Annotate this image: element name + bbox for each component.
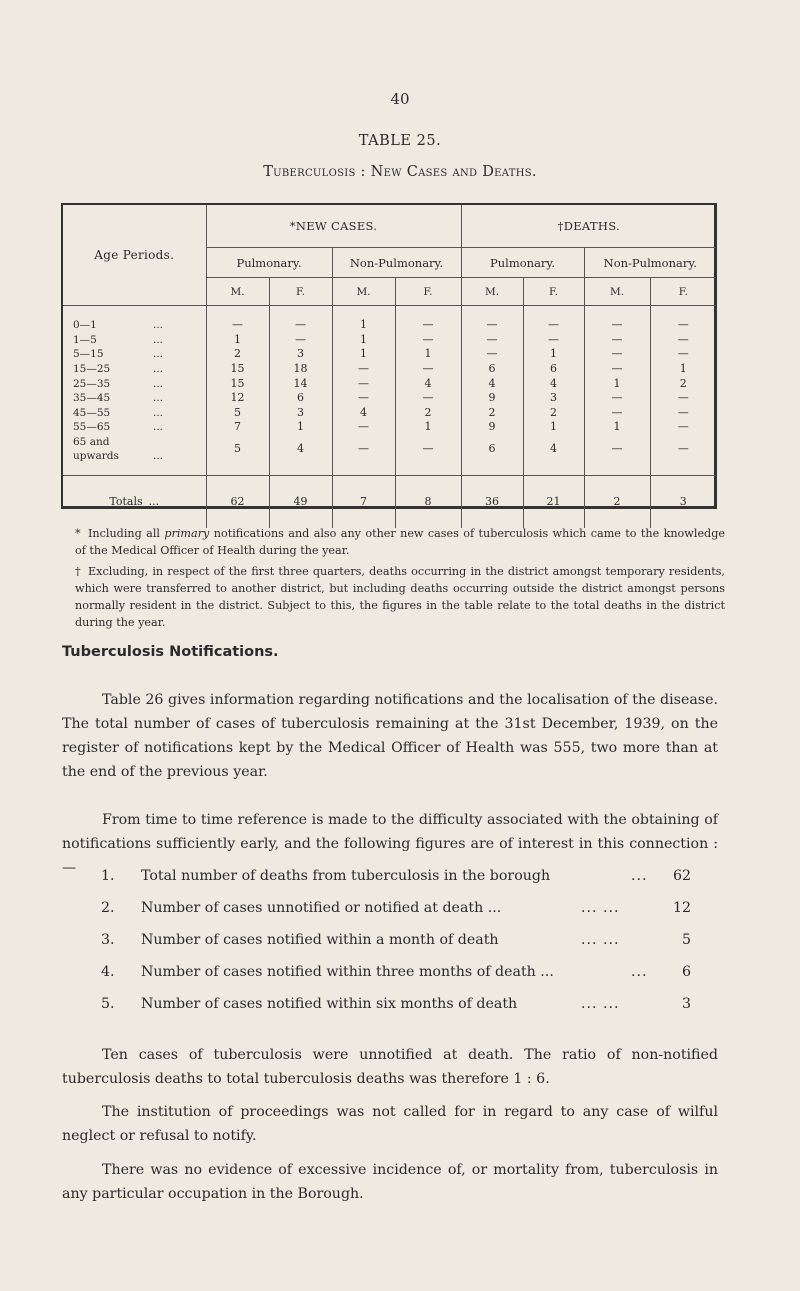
- col-m: M.: [584, 278, 650, 306]
- list-item-number: 1.: [101, 868, 115, 884]
- list-item-number: 3.: [101, 932, 115, 948]
- table-cell: 8: [395, 475, 461, 528]
- table-cell: —: [206, 318, 269, 333]
- col-f: F.: [269, 278, 332, 306]
- col-m: M.: [332, 278, 395, 306]
- footnote-deaths: † Excluding, in respect of the first three quarters, deaths occurring in the district amongst temporary residents, which were transferred to another district, but including deaths occurring outside the district amongst persons normally resident in the district. Subject to this, the figures in the table relate to the total deaths in the district during the year.: [75, 565, 725, 629]
- table-cell: 1: [584, 420, 650, 435]
- totals-row: [63, 475, 716, 528]
- table-row: [63, 435, 716, 463]
- table-cell: 3: [650, 475, 716, 528]
- table-cell: —: [584, 333, 650, 348]
- table-cell: —: [523, 333, 584, 348]
- list-item-number: 5.: [101, 996, 115, 1012]
- deaths-non-pulmonary-header: Non-Pulmonary.: [584, 248, 716, 278]
- table-cell: —: [269, 333, 332, 348]
- table-cell: 1: [332, 333, 395, 348]
- table-cell: —: [395, 318, 461, 333]
- table-cell: 21: [523, 475, 584, 528]
- table-cell: 3: [523, 391, 584, 406]
- col-m: M.: [461, 278, 523, 306]
- section-heading: Tuberculosis Notifications.: [62, 644, 279, 660]
- table-cell: 4: [395, 376, 461, 391]
- table-cell: 49: [269, 475, 332, 528]
- table-cell: 7: [332, 475, 395, 528]
- list-item: [101, 868, 691, 900]
- age-periods-header: Age Periods.: [63, 205, 206, 306]
- table-cell: —: [584, 391, 650, 406]
- table-cell: 12: [206, 391, 269, 406]
- table-row: [63, 376, 716, 391]
- table-row: [63, 333, 716, 348]
- footnote-new-cases: * Including all primary notifications and also any other new cases of tuberculosis which came to the knowledge of the Medical Officer of Health during the year.: [75, 527, 726, 557]
- table-cell: 1: [584, 376, 650, 391]
- table-cell: —: [677, 347, 689, 361]
- list-item-text: Number of cases notified within six months of death: [141, 996, 518, 1012]
- list-item-text: Number of cases unnotified or notified at death ...: [141, 900, 502, 916]
- table-cell: 6: [523, 362, 584, 377]
- table-cell: —: [677, 441, 689, 455]
- table-cell: 3: [269, 347, 332, 362]
- table-cell: 1: [332, 347, 395, 362]
- list-item-text: Number of cases notified within a month of death: [141, 932, 499, 948]
- table-cell: 2: [461, 406, 523, 421]
- table-row: [63, 420, 716, 435]
- list-item: [101, 900, 691, 932]
- age-period-cell: 25—35 ...: [63, 376, 206, 391]
- data-table: [63, 205, 716, 528]
- table-cell: 9: [461, 391, 523, 406]
- table-cell: 5: [206, 406, 269, 421]
- table-cell: —: [332, 362, 395, 377]
- list-item-number: 4.: [101, 964, 115, 980]
- list-item-text: Number of cases notified within three months of death ...: [141, 964, 554, 980]
- table-cell: —: [677, 405, 689, 419]
- table-cell: 4: [523, 435, 584, 463]
- list-item: [101, 932, 691, 964]
- age-period-cell: 1—5 ...: [63, 333, 206, 348]
- page-number: 40: [390, 90, 410, 108]
- table-row: [63, 347, 716, 362]
- table-cell: —: [332, 435, 395, 463]
- list-item-dots: ... ...: [581, 996, 620, 1012]
- table-cell: 1: [679, 362, 687, 376]
- table-cell: —: [584, 362, 650, 377]
- table-cell: 2: [679, 376, 687, 390]
- age-period-cell: 0—1 ...: [63, 318, 206, 333]
- list-item-value: 3: [681, 996, 691, 1012]
- table-cell: 1: [523, 420, 584, 435]
- age-period-cell: 65 and upwards ...: [63, 435, 206, 463]
- table-cell: 15: [206, 376, 269, 391]
- list-item-dots: ...: [631, 964, 648, 980]
- table-cell: —: [677, 332, 689, 346]
- table-cell: 1: [523, 347, 584, 362]
- table-cell: —: [395, 435, 461, 463]
- table-cell: —: [677, 318, 689, 332]
- new-pulmonary-header: Pulmonary.: [206, 248, 332, 278]
- table-cell: 14: [269, 376, 332, 391]
- table-cell: 6: [269, 391, 332, 406]
- new-non-pulmonary-header: Non-Pulmonary.: [332, 248, 461, 278]
- table-title: TABLE 25.: [358, 133, 442, 149]
- col-f: F.: [650, 278, 716, 306]
- footnote-symbol: *: [75, 527, 81, 540]
- table-cell: —: [395, 333, 461, 348]
- table-cell: 4: [269, 435, 332, 463]
- list-item-value: 62: [672, 868, 691, 884]
- list-item-value: 6: [681, 964, 691, 980]
- table-cell: —: [677, 420, 689, 434]
- table-cell: 5: [206, 435, 269, 463]
- age-period-cell: 45—55 ...: [63, 406, 206, 421]
- table-cell: 4: [523, 376, 584, 391]
- table-cell: —: [269, 318, 332, 333]
- table-cell: —: [584, 435, 650, 463]
- table-subtitle: Tuberculosis : New Cases and Deaths.: [263, 164, 537, 180]
- list-item: [101, 996, 691, 1028]
- table-cell: —: [332, 420, 395, 435]
- list-item: [101, 964, 691, 996]
- table-row: [63, 391, 716, 406]
- age-period-cell: 35—45 ...: [63, 391, 206, 406]
- paragraph: From time to time reference is made to the difficulty associated with the obtaining of notifications sufficiently early, and the following figures are of interest in this connection :—: [62, 812, 718, 876]
- table-cell: 1: [395, 347, 461, 362]
- table-cell: —: [584, 406, 650, 421]
- table-cell: 18: [269, 362, 332, 377]
- list-item-value: 12: [672, 900, 691, 916]
- table-cell: —: [677, 391, 689, 405]
- tuberculosis-table: [61, 203, 717, 509]
- table-cell: —: [395, 391, 461, 406]
- list-item-number: 2.: [101, 900, 115, 916]
- table-cell: —: [523, 318, 584, 333]
- list-item-value: 5: [681, 932, 691, 948]
- paragraph: Table 26 gives information regarding notifications and the localisation of the disease. The total number of cases of tuberculosis remaining at the 31st December, 1939, on the register of notifications kept by the Medical Officer of Health was 555, two more than at the end of the previous year.: [62, 692, 718, 780]
- table-cell: 6: [461, 362, 523, 377]
- age-period-cell: 55—65 ...: [63, 420, 206, 435]
- table-cell: 4: [332, 406, 395, 421]
- footnote-symbol: †: [75, 565, 81, 578]
- list-item-dots: ... ...: [581, 900, 620, 916]
- table-cell: 1: [395, 420, 461, 435]
- table-row: [63, 318, 716, 333]
- list-item-dots: ... ...: [581, 932, 620, 948]
- table-cell: —: [461, 347, 523, 362]
- col-m: M.: [206, 278, 269, 306]
- list-item-text: Total number of deaths from tuberculosis in the borough: [141, 868, 551, 884]
- paragraph: There was no evidence of excessive incidence of, or mortality from, tuberculosis in any particular occupation in the Borough.: [62, 1162, 718, 1202]
- table-cell: 3: [269, 406, 332, 421]
- table-cell: 4: [461, 376, 523, 391]
- col-f: F.: [523, 278, 584, 306]
- table-cell: 36: [461, 475, 523, 528]
- age-period-cell: 5—15 ...: [63, 347, 206, 362]
- table-cell: —: [395, 362, 461, 377]
- table-row: [63, 406, 716, 421]
- table-cell: —: [461, 333, 523, 348]
- table-cell: 6: [461, 435, 523, 463]
- table-cell: 2: [523, 406, 584, 421]
- age-period-cell: 15—25 ...: [63, 362, 206, 377]
- table-row: [63, 362, 716, 377]
- notification-figures-list: [101, 868, 691, 1028]
- paragraph: Ten cases of tuberculosis were unnotified at death. The ratio of non-notified tuberculosis deaths to total tuberculosis deaths was therefore 1 : 6.: [62, 1047, 718, 1087]
- table-cell: 1: [332, 318, 395, 333]
- table-cell: 62: [206, 475, 269, 528]
- table-cell: 2: [395, 406, 461, 421]
- table-cell: 2: [584, 475, 650, 528]
- table-cell: 2: [206, 347, 269, 362]
- paragraph: The institution of proceedings was not called for in regard to any case of wilful neglect or refusal to notify.: [62, 1104, 718, 1144]
- table-cell: —: [332, 391, 395, 406]
- table-cell: 1: [269, 420, 332, 435]
- age-period-cell: Totals ...: [63, 475, 206, 528]
- table-cell: 15: [206, 362, 269, 377]
- new-cases-header: *NEW CASES.: [206, 205, 461, 248]
- table-cell: —: [584, 318, 650, 333]
- deaths-pulmonary-header: Pulmonary.: [461, 248, 584, 278]
- table-cell: —: [332, 376, 395, 391]
- list-item-dots: ...: [631, 868, 648, 884]
- table-cell: —: [584, 347, 650, 362]
- emphasis-primary: primary: [164, 527, 210, 540]
- col-f: F.: [395, 278, 461, 306]
- table-cell: —: [461, 318, 523, 333]
- table-cell: 1: [206, 333, 269, 348]
- deaths-header: †DEATHS.: [461, 205, 716, 248]
- table-cell: 7: [206, 420, 269, 435]
- table-cell: 9: [461, 420, 523, 435]
